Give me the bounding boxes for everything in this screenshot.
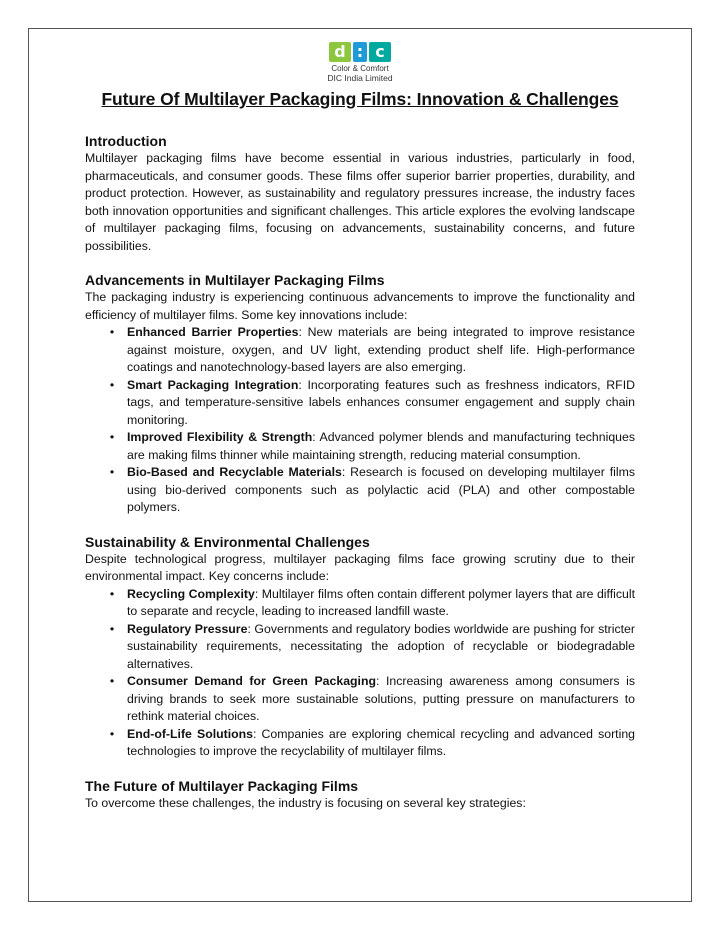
bullet-term: End-of-Life Solutions bbox=[127, 726, 254, 741]
document-title: Future Of Multilayer Packaging Films: Innovation & Challenges bbox=[101, 89, 619, 109]
section-heading: The Future of Multilayer Packaging Films bbox=[85, 777, 359, 794]
bullet-term: Smart Packaging Integration bbox=[127, 377, 299, 392]
section-introduction bbox=[85, 132, 635, 255]
list-item bbox=[109, 429, 636, 464]
bullet-term: Consumer Demand for Green Packaging bbox=[127, 674, 376, 688]
logo-block-d: d bbox=[329, 42, 351, 62]
logo-tagline: Color & Comfort bbox=[331, 64, 389, 73]
section-future bbox=[85, 777, 635, 813]
list-item bbox=[109, 673, 635, 726]
bullet-icon: • bbox=[109, 325, 115, 339]
bullet-text: : Advanced polymer blends and manufacturing techniques are making films thinner while maintaining strength, reducing material consumption. bbox=[127, 430, 636, 462]
bullet-term: Enhanced Barrier Properties bbox=[127, 325, 299, 339]
section-advancements bbox=[85, 271, 635, 517]
bullet-text: : Increasing awareness among consumers is driving brands to seek more sustainable solutions, putting pressure on manufacturers to rethink material choices. bbox=[127, 674, 635, 723]
list-item bbox=[109, 377, 635, 430]
section-heading: Introduction bbox=[85, 133, 167, 149]
company-logo bbox=[318, 42, 402, 83]
list-item bbox=[109, 586, 635, 621]
logo-block-colon: : bbox=[353, 42, 367, 62]
bullet-term: Bio-Based and Recyclable Materials bbox=[127, 465, 342, 479]
section-paragraph: The packaging industry is experiencing continuous advancements to improve the functionality and efficiency of multilayer films. Some key innovations include: bbox=[85, 290, 635, 322]
bullet-icon: • bbox=[109, 621, 115, 636]
bullet-term: Recycling Complexity bbox=[127, 586, 255, 601]
list-item bbox=[109, 621, 635, 674]
section-paragraph: Despite technological progress, multilayer packaging films face growing scrutiny due to their environmental impact. Key concerns include: bbox=[85, 551, 635, 583]
bullet-icon: • bbox=[109, 377, 115, 392]
logo-mark bbox=[318, 42, 402, 62]
section-sustainability bbox=[85, 533, 635, 761]
bullet-text: : Governments and regulatory bodies worldwide are pushing for stricter sustainability requirements, necessitating the adoption of recyclable or biodegradable alternatives. bbox=[127, 621, 635, 671]
bullet-text: : New materials are being integrated to improve resistance against moisture, oxygen, and UV light, extending product shelf life. High-performance coatings and nanotechnology-based layers are also emerging. bbox=[127, 325, 635, 374]
section-paragraph: To overcome these challenges, the industry is focusing on several key strategies: bbox=[85, 795, 526, 810]
bullet-list bbox=[85, 324, 635, 517]
bullet-list bbox=[85, 586, 635, 761]
bullet-icon: • bbox=[109, 586, 115, 601]
bullet-term: Regulatory Pressure bbox=[127, 621, 248, 636]
list-item bbox=[109, 464, 635, 517]
bullet-icon: • bbox=[109, 465, 115, 479]
bullet-text: : Multilayer films often contain different polymer layers that are difficult to separate and recycle, leading to increased landfill waste. bbox=[127, 586, 635, 618]
bullet-text: : Companies are exploring chemical recycling and advanced sorting technologies to improve the recyclability of multilayer films. bbox=[127, 726, 635, 758]
bullet-text: : Incorporating features such as freshness indicators, RFID tags, and temperature-sensitive labels enhances consumer engagement and supply chain monitoring. bbox=[127, 377, 635, 427]
logo-company: DIC India Limited bbox=[327, 73, 393, 83]
document-body bbox=[85, 88, 635, 828]
list-item bbox=[109, 726, 635, 761]
bullet-icon: • bbox=[109, 726, 115, 741]
section-heading: Sustainability & Environmental Challenges bbox=[85, 533, 370, 550]
section-heading: Advancements in Multilayer Packaging Films bbox=[85, 272, 385, 288]
bullet-text: : Research is focused on developing multilayer films using bio-derived components such as polylactic acid (PLA) and other compostable polymers. bbox=[127, 465, 635, 514]
bullet-icon: • bbox=[109, 430, 115, 444]
list-item bbox=[109, 324, 635, 377]
bullet-icon: • bbox=[109, 674, 115, 688]
bullet-term: Improved Flexibility & Strength bbox=[127, 430, 313, 444]
section-paragraph: Multilayer packaging films have become essential in various industries, particularly in food, pharmaceuticals, and consumer goods. These films offer superior barrier properties, durability, and product protection. However, as sustainability and regulatory pressures increase, the industry faces both innovation opportunities and significant challenges. This article explores the evolving landscape of multilayer packaging films, focusing on advancements, sustainability concerns, and future possibilities. bbox=[85, 151, 635, 253]
logo-block-c: c bbox=[369, 42, 391, 62]
